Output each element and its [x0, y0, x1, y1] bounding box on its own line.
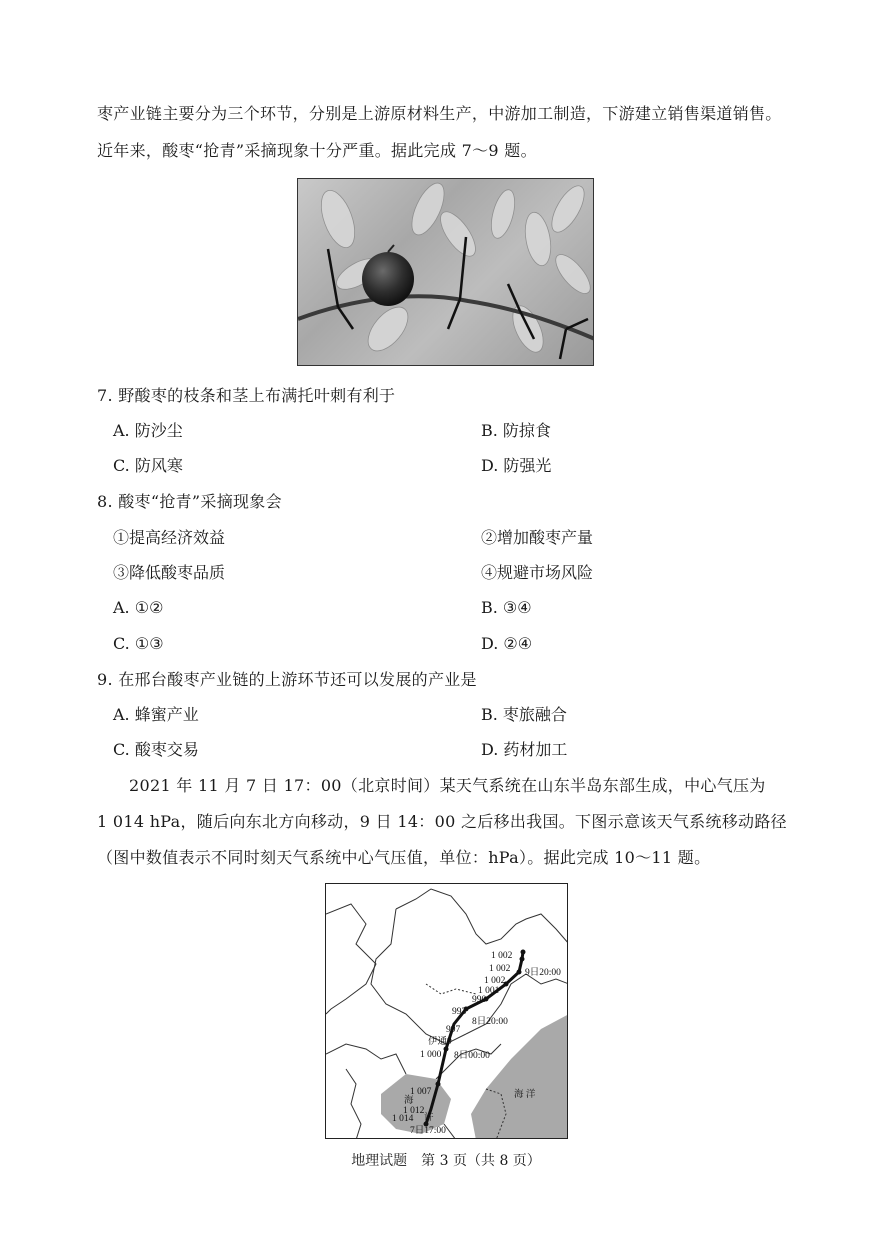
pressure-label: 1 000: [420, 1050, 442, 1060]
pressure-label: 1 002: [491, 951, 513, 961]
pressure-label: 1 014: [392, 1114, 414, 1124]
place-label: 海 洋: [514, 1090, 536, 1100]
q8-item-2: ②增加酸枣产量: [481, 528, 594, 547]
jujube-photo: [297, 178, 594, 366]
sea-bohai: [381, 1074, 451, 1134]
q8-item-3: ③降低酸枣品质: [113, 563, 226, 582]
q7-option-c: C. 防风寒: [113, 456, 183, 475]
pressure-label: 1 002: [489, 964, 511, 974]
pressure-label: 1 007: [410, 1087, 432, 1097]
pressure-label: 997: [446, 1025, 461, 1035]
pressure-label: 1 012: [403, 1106, 425, 1116]
q8-item-4: ④规避市场风险: [481, 563, 594, 582]
q8-option-c: C. ①③: [113, 634, 164, 653]
q9-option-a: A. 蜂蜜产业: [113, 705, 199, 724]
pressure-label: 993: [452, 1007, 467, 1017]
q8-option-a: A. ①②: [113, 598, 164, 617]
q7-option-d: D. 防强光: [481, 456, 552, 475]
q9-stem: 9. 在邢台酸枣产业链的上游环节还可以发展的产业是: [97, 670, 477, 689]
q9-option-c: C. 酸枣交易: [113, 740, 199, 759]
intro-line-1: 枣产业链主要分为三个环节，分别是上游原材料生产，中游加工制造，下游建立销售渠道销售。: [97, 104, 782, 123]
pressure-label: 1 001: [478, 986, 500, 996]
passage2-line-3: （图中数值表示不同时刻天气系统中心气压值，单位：hPa）。据此完成 10～11 题。: [97, 848, 711, 867]
sea-east: [471, 1014, 568, 1139]
q9-option-b: B. 枣旅融合: [481, 705, 567, 724]
time-label: 7日17:00: [410, 1126, 446, 1136]
time-label: 8日20:00: [472, 1017, 508, 1027]
q7-option-a: A. 防沙尘: [113, 421, 183, 440]
q7-option-b: B. 防掠食: [481, 421, 551, 440]
q8-stem: 8. 酸枣“抢青”采摘现象会: [97, 492, 282, 511]
passage2-line-1: 2021 年 11 月 7 日 17：00（北京时间）某天气系统在山东半岛东部生成，中心气压为: [129, 776, 766, 795]
place-label: 海: [404, 1096, 414, 1106]
time-label: 9日20:00: [525, 968, 561, 978]
place-label: 许: [424, 1113, 434, 1123]
passage2-line-2: 1 014 hPa，随后向东北方向移动，9 日 14：00 之后移出我国。下图示意该天气系统移动路径: [97, 812, 787, 831]
q8-option-d: D. ②④: [481, 634, 533, 653]
q9-option-d: D. 药材加工: [481, 740, 568, 759]
intro-line-2: 近年来，酸枣“抢青”采摘现象十分严重。据此完成 7～9 题。: [97, 141, 537, 160]
time-label: 8日00:00: [454, 1051, 490, 1061]
q8-option-b: B. ③④: [481, 598, 532, 617]
page-footer: 地理试题 第 3 页（共 8 页）: [351, 1153, 541, 1169]
q8-item-1: ①提高经济效益: [113, 528, 226, 547]
place-label: 伊通9: [428, 1037, 452, 1047]
q7-stem: 7. 野酸枣的枝条和茎上布满托叶刺有利于: [97, 386, 396, 405]
pressure-label: 1 002: [484, 976, 506, 986]
weather-track-map: [325, 883, 568, 1139]
pressure-label: 990: [472, 995, 487, 1005]
